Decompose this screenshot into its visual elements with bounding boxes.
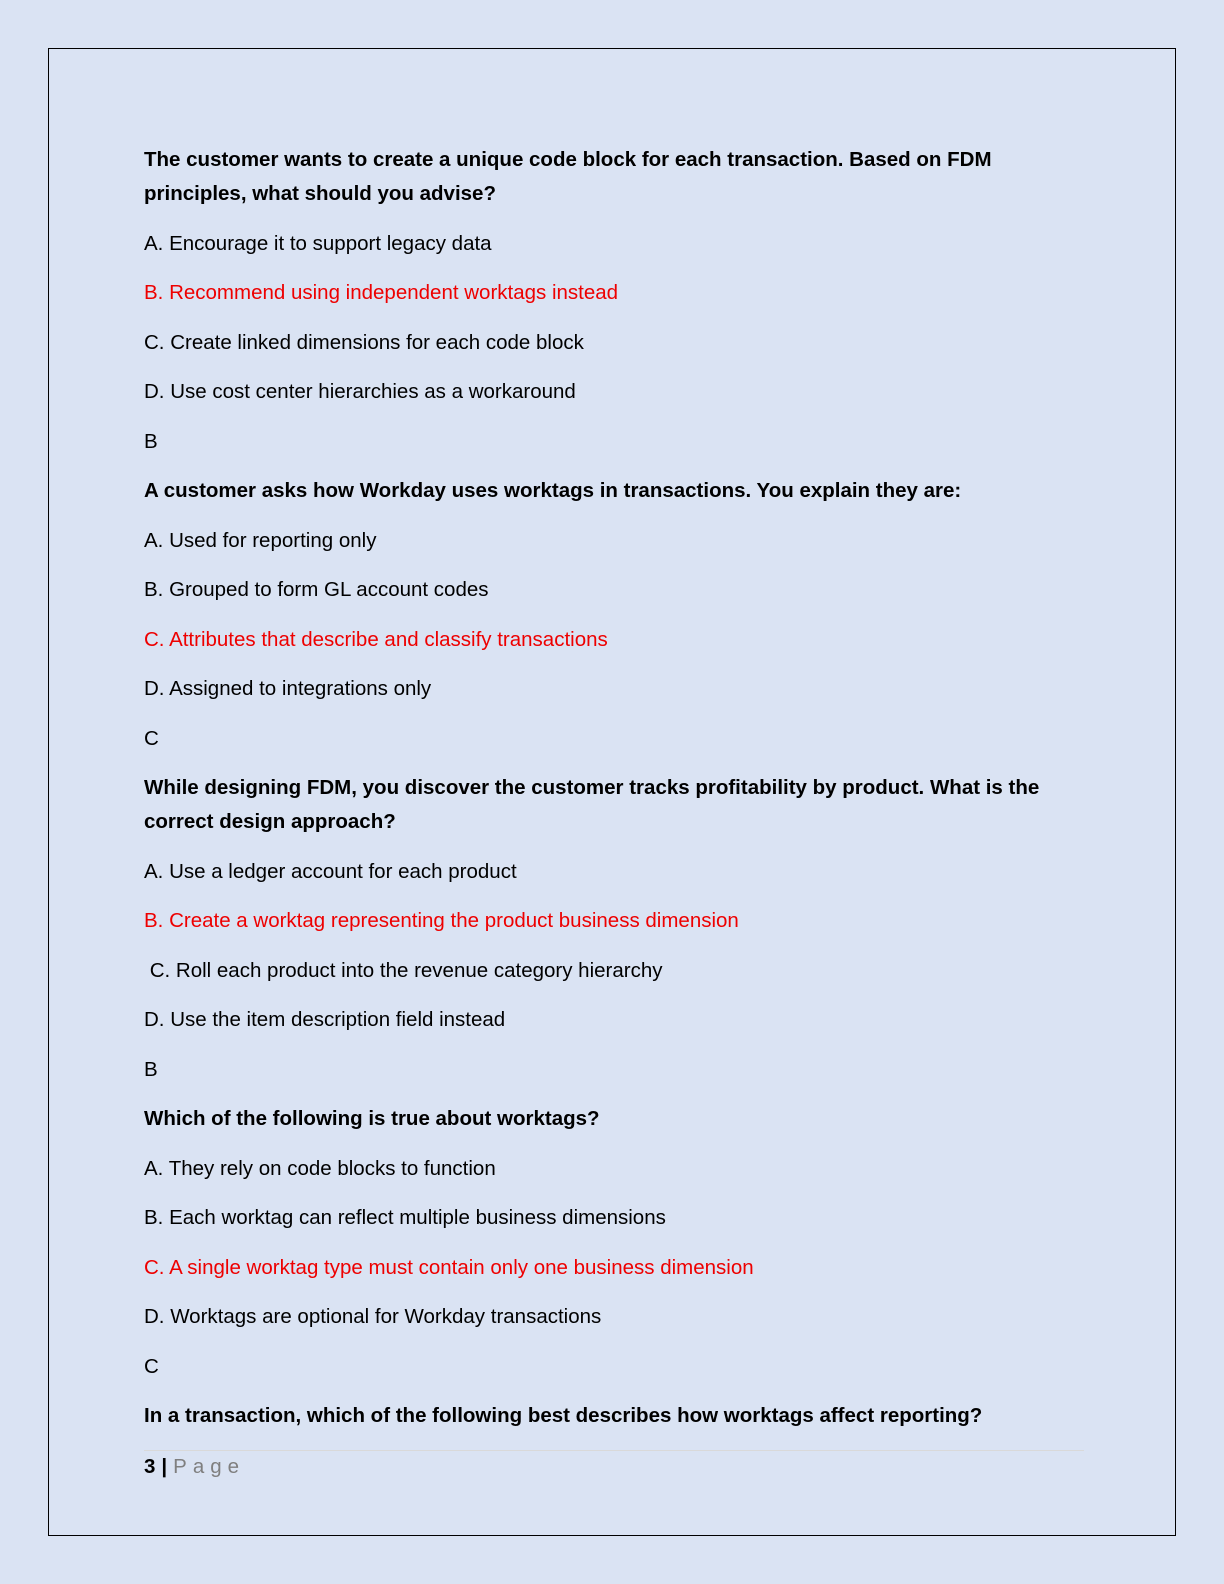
page-footer xyxy=(144,1453,245,1481)
option-4c-correct: C. A single worktag type must contain only one business dimension xyxy=(144,1255,754,1279)
answer-3: B xyxy=(144,1057,158,1081)
question-4: Which of the following is true about worktags? xyxy=(144,1107,600,1130)
answer-4: C xyxy=(144,1354,159,1378)
question-3: While designing FDM, you discover the customer tracks profitability by product. What is the correct design approach? xyxy=(144,776,1045,833)
option-4d: D. Worktags are optional for Workday transactions xyxy=(144,1305,602,1328)
option-3d: D. Use the item description field instead xyxy=(144,1008,506,1031)
question-5: In a transaction, which of the following best describes how worktags affect reporting? xyxy=(144,1404,983,1427)
option-1c: C. Create linked dimensions for each code block xyxy=(144,330,584,354)
question-2: A customer asks how Workday uses worktags in transactions. You explain they are: xyxy=(144,479,962,502)
option-2a: A. Used for reporting only xyxy=(144,528,377,552)
option-2b: B. Grouped to form GL account codes xyxy=(144,578,489,601)
option-1a: A. Encourage it to support legacy data xyxy=(144,231,492,255)
option-3c: C. Roll each product into the revenue category hierarchy xyxy=(144,958,663,982)
option-2c-correct: C. Attributes that describe and classify transactions xyxy=(144,627,608,651)
option-1d: D. Use cost center hierarchies as a workaround xyxy=(144,380,576,403)
document-body xyxy=(144,143,1084,1449)
answer-2: C xyxy=(144,726,159,750)
question-1: The customer wants to create a unique code block for each transaction. Based on FDM principles, what should you advise? xyxy=(144,148,998,205)
option-1b-correct: B. Recommend using independent worktags instead xyxy=(144,281,619,304)
option-3b-correct: B. Create a worktag representing the product business dimension xyxy=(144,909,739,932)
page-number: 3 xyxy=(144,1455,156,1478)
footer-divider xyxy=(144,1450,1084,1451)
option-4a: A. They rely on code blocks to function xyxy=(144,1156,496,1180)
answer-1: B xyxy=(144,429,158,453)
option-3a: A. Use a ledger account for each product xyxy=(144,859,517,883)
page-label: Page xyxy=(173,1455,246,1478)
option-2d: D. Assigned to integrations only xyxy=(144,677,432,700)
option-4b: B. Each worktag can reflect multiple business dimensions xyxy=(144,1206,666,1229)
footer-separator: | xyxy=(161,1455,168,1478)
